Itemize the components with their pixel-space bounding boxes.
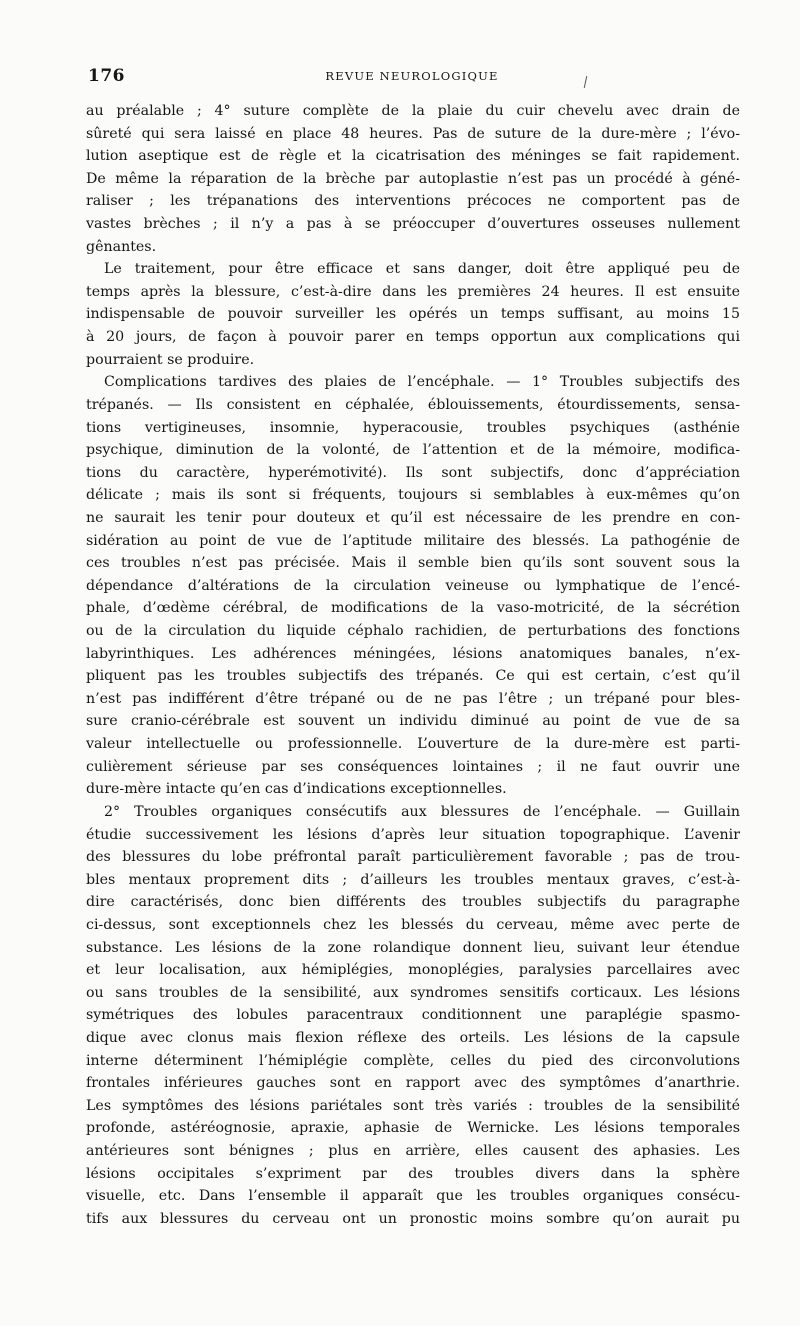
text-line: ou sans troubles de la sensibilité, aux syndromes sensitifs corticaux. Les lésions [86,984,740,1001]
text-line: des blessures du lobe préfrontal paraît particulièrement favorable ; pas de trou- [86,849,740,866]
text-line: tifs aux blessures du cerveau ont un pronostic moins sombre qu’on aurait pu [86,1210,740,1227]
text-line: valeur intellectuelle ou professionnelle. L’ouverture de la dure-mère est parti- [86,736,740,753]
text-line: pourraient se produire. [86,351,255,368]
text-line: et leur localisation, aux hémiplégies, monoplégies, paralysies parcellaires avec [86,962,740,979]
text-line: délicate ; mais ils sont si fréquents, toujours si semblables à eux-mêmes qu’on [86,487,740,504]
body-text [86,100,740,1230]
text-line: Complications tardives des plaies de l’encéphale. — 1° Troubles subjectifs des [104,374,740,391]
text-line: substance. Les lésions de la zone rolandique donnent lieu, suivant leur étendue [86,939,740,956]
text-line: De même la réparation de la brèche par autoplastie n’est pas un procédé à géné- [86,170,740,187]
text-line: ces troubles n’est pas précisée. Mais il semble bien qu’ils sont souvent sous la [86,555,740,572]
text-line: 2° Troubles organiques consécutifs aux blessures de l’encéphale. — Guillain [104,803,740,820]
text-line: visuelle, etc. Dans l’ensemble il apparaît que les troubles organiques consécu- [86,1188,740,1205]
text-line: dique avec clonus mais flexion réflexe des orteils. Les lésions de la capsule [86,1029,740,1046]
text-line: n’est pas indifférent d’être trépané ou de ne pas l’être ; un trépané pour bles- [86,690,740,707]
text-line: ci-dessus, sont exceptionnels chez les blessés du cerveau, même avec perte de [86,916,740,933]
text-line: au préalable ; 4° suture complète de la plaie du cuir chevelu avec drain de [86,103,740,119]
text-line: dure-mère intacte qu’en cas d’indications exceptionnelles. [86,781,507,798]
text-line: ne saurait les tenir pour douteux et qu’il est nécessaire de les prendre en con- [86,509,740,526]
text-line: ou de la circulation du liquide céphalo rachidien, de perturbations des fonctions [86,623,740,640]
text-line: labyrinthiques. Les adhérences méningées, lésions anatomiques banales, n’ex- [86,645,740,662]
text-line: tions du caractère, hyperémotivité). Ils sont subjectifs, donc d’appréciation [86,464,740,481]
page-header [88,66,736,88]
text-line: frontales inférieures gauches sont en rapport avec des symptômes d’anarthrie. [86,1075,740,1092]
text-line: Les symptômes des lésions pariétales sont très variés : troubles de la sensibilité [86,1097,740,1114]
text-line: lution aseptique est de règle et la cicatrisation des méninges se fait rapidement. [86,148,740,165]
running-head: REVUE NEUROLOGIQUE [325,69,499,83]
text-line: sure cranio-cérébrale est souvent un individu diminué au point de vue de sa [86,713,740,730]
text-line: profonde, astéréognosie, apraxie, aphasie de Wernicke. Les lésions temporales [86,1120,740,1137]
text-line: psychique, diminution de la volonté, de l’attention et de la mémoire, modifica- [86,442,740,459]
text-line: Le traitement, pour être efficace et sans danger, doit être appliqué peu de [104,261,740,278]
text-line: étudie successivement les lésions d’après leur situation topographique. L’avenir [86,826,740,843]
text-line: à 20 jours, de façon à pouvoir parer en temps opportun aux complications qui [86,329,740,346]
text-line: temps après la blessure, c’est-à-dire dans les premières 24 heures. Il est ensuite [86,283,740,300]
text-line: vastes brèches ; il n’y a pas à se préoccuper d’ouvertures osseuses nullement [86,216,740,233]
text-line: interne déterminent l’hémiplégie complète, celles du pied des circonvolutions [86,1052,740,1069]
text-line: dépendance d’altérations de la circulation veineuse ou lymphatique de l’encé- [86,577,740,594]
page-number: 176 [88,66,125,86]
text-line: bles mentaux proprement dits ; d’ailleurs les troubles mentaux graves, c’est-à- [86,871,740,888]
text-line: raliser ; les trépanations des interventions précoces ne comportent pas de [86,193,740,210]
text-line: phale, d’œdème cérébral, de modifications de la vaso-motricité, de la sécrétion [86,600,740,617]
text-line: culièrement sérieuse par ses conséquences lointaines ; il ne faut ouvrir une [86,758,740,775]
text-line: sidération au point de vue de l’aptitude militaire des blessés. La pathogénie de [86,532,740,549]
text-line: indispensable de pouvoir surveiller les opérés un temps suffisant, au moins 15 [86,306,740,323]
text-line: antérieures sont bénignes ; plus en arrière, elles causent des aphasies. Les [86,1143,740,1160]
text-line: dire caractérisés, donc bien différents des troubles subjectifs du paragraphe [86,894,740,911]
text-line: lésions occipitales s’expriment par des troubles divers dans la sphère [86,1165,740,1182]
text-line: gênantes. [86,238,157,255]
text-line: symétriques des lobules paracentraux conditionnent une paraplégie spasmo- [86,1007,740,1024]
text-line: tions vertigineuses, insomnie, hyperacousie, troubles psychiques (asthénie [86,419,740,436]
text-line: sûreté qui sera laissé en place 48 heures. Pas de suture de la dure-mère ; l’évo- [86,125,740,142]
text-line: pliquent pas les troubles subjectifs des trépanés. Ce qui est certain, c’est qu’il [86,668,740,685]
text-line: trépanés. — Ils consistent en céphalée, éblouissements, étourdissements, sensa- [86,396,740,413]
